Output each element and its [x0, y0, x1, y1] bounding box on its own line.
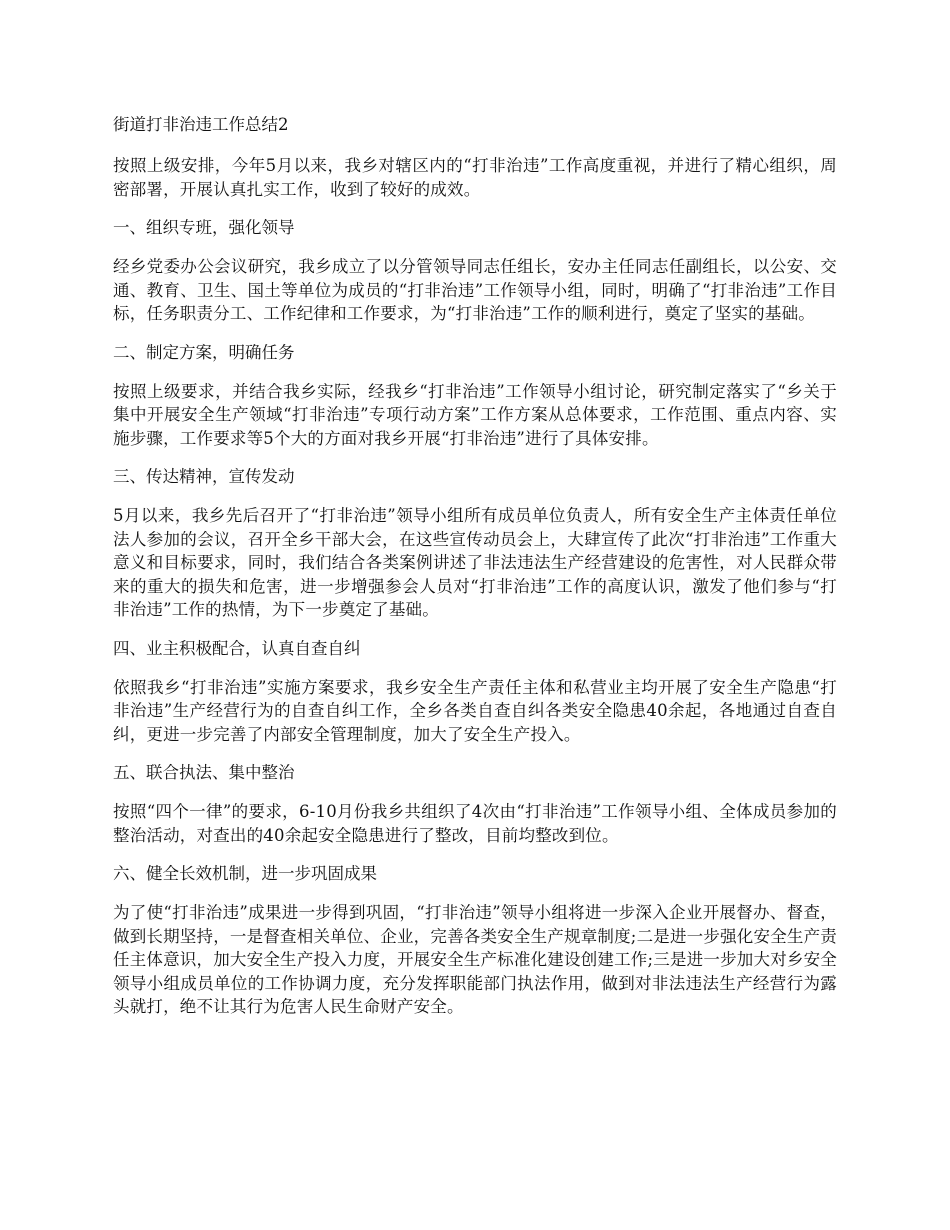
- section-heading-6: 六、健全长效机制，进一步巩固成果: [113, 864, 377, 883]
- intro-paragraph: 按照上级安排，今年5月以来，我乡对辖区内的“打非治违”工作高度重视，并进行了精心组织，周密部署，开展认真扎实工作，收到了较好的成效。: [113, 156, 837, 199]
- section-heading-1: 一、组织专班，强化领导: [113, 218, 295, 237]
- section-heading-4: 四、业主积极配合，认真自查自纠: [113, 638, 361, 658]
- section-paragraph-5: 按照“四个一律”的要求，6-10月份我乡共组织了4次由“打非治违”工作领导小组、全体成员参加的整治活动，对查出的40余起安全隐患进行了整改，目前均整改到位。: [113, 802, 837, 845]
- document-title: 街道打非治违工作总结2: [113, 115, 289, 134]
- section-paragraph-2: 按照上级要求，并结合我乡实际，经我乡“打非治违”工作领导小组讨论，研究制定落实了“乡关于集中开展安全生产领域“打非治违”专项行动方案”工作方案从总体要求，工作范围、重点内容、实施步骤，工作要求等5个大的方面对我乡开展“打非治违”进行了具体安排。: [113, 381, 837, 448]
- section-heading-5: 五、联合执法、集中整治: [113, 763, 295, 782]
- section-paragraph-6: 为了使“打非治违”成果进一步得到巩固，“打非治违”领导小组将进一步深入企业开展督办、督查，做到长期坚持，一是督查相关单位、企业，完善各类安全生产规章制度;二是进一步强化安全生产责任主体意识，加大安全生产投入力度，开展安全生产标准化建设创建工作;三是进一步加大对乡安全领导小组成员单位的工作协调力度，充分发挥职能部门执法作用，做到对非法违法生产经营行为露头就打，绝不让其行为危害人民生命财产安全。: [113, 903, 837, 1016]
- section-paragraph-1: 经乡党委办公会议研究，我乡成立了以分管领导同志任组长，安办主任同志任副组长，以公安、交通、教育、卫生、国土等单位为成员的“打非治违”工作领导小组，同时，明确了“打非治违”工作目标，任务职责分工、工作纪律和工作要求，为“打非治违”工作的顺利进行，奠定了坚实的基础。: [113, 257, 837, 323]
- section-paragraph-3: 5月以来，我乡先后召开了“打非治违”领导小组所有成员单位负责人，所有安全生产主体责任单位法人参加的会议，召开全乡干部大会，在这些宣传动员会上，大肆宣传了此次“打非治违”工作重大意义和目标要求，同时，我们结合各类案例讲述了非法违法生产经营建设的危害性，对人民群众带来的重大的损失和危害，进一步增强参会人员对“打非治违”工作的高度认识，激发了他们参与“打非治违”工作的热情，为下一步奠定了基础。: [113, 506, 837, 619]
- section-heading-3: 三、传达精神，宣传发动: [113, 467, 295, 486]
- section-heading-2: 二、制定方案，明确任务: [113, 342, 295, 362]
- section-paragraph-4: 依照我乡“打非治违”实施方案要求，我乡安全生产责任主体和私营业主均开展了安全生产隐患“打非治违”生产经营行为的自查自纠工作，全乡各类自查自纠各类安全隐患40余起，各地通过自查自纠，更进一步完善了内部安全管理制度，加大了安全生产投入。: [113, 677, 837, 744]
